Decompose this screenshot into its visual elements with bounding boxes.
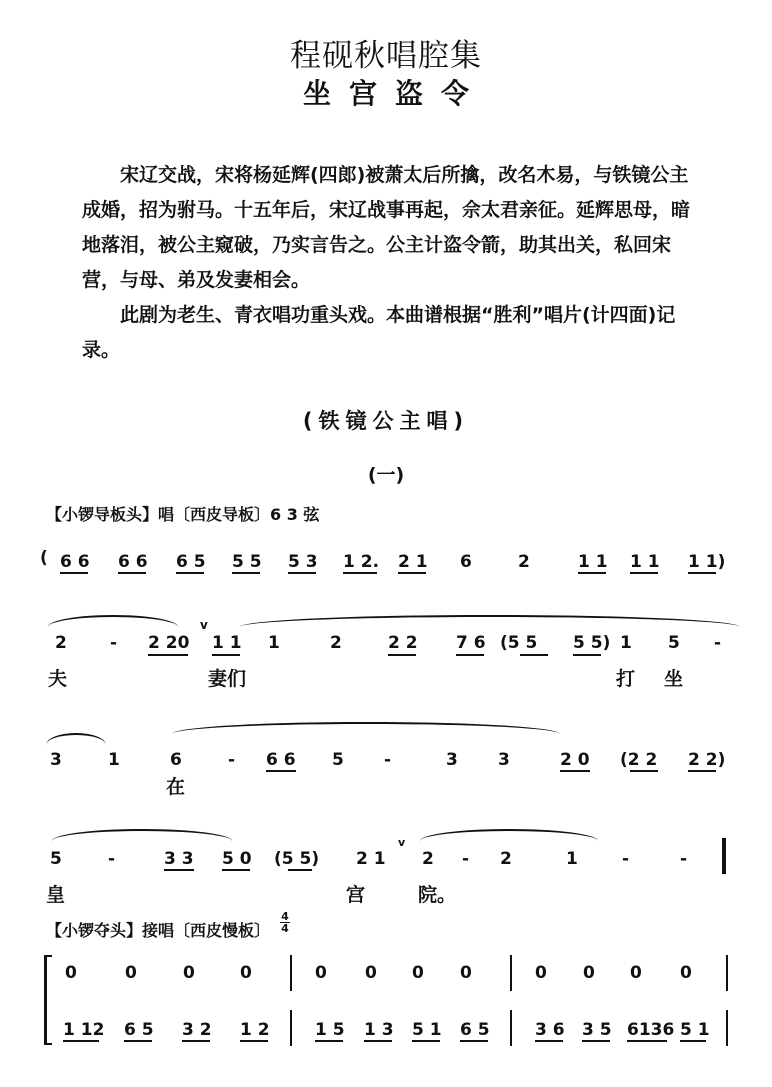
note: 2 bbox=[330, 633, 342, 653]
note: ( bbox=[40, 548, 48, 568]
note: (5 5) bbox=[274, 849, 320, 869]
line5-label: 【小锣夺头】接唱〔西皮慢板〕 bbox=[46, 921, 271, 940]
note: 2 2 bbox=[388, 633, 418, 653]
note: 5 bbox=[50, 849, 62, 869]
note: 1 1 bbox=[630, 552, 660, 572]
note: 2 0 bbox=[560, 750, 590, 770]
line1-label: 【小锣导板头】唱〔西皮导板〕6 3 弦 bbox=[46, 505, 320, 524]
note: - bbox=[384, 750, 392, 770]
note: 6 6 bbox=[118, 552, 148, 572]
system-bracket bbox=[44, 955, 47, 1045]
breath-mark: v bbox=[200, 618, 208, 632]
note: - bbox=[228, 750, 236, 770]
synopsis-paragraph-2: 此剧为老生、青衣唱功重头戏。本曲谱根据“胜利”唱片(计四面)记录。 bbox=[82, 304, 676, 361]
book-title: 程砚秋唱腔集 bbox=[290, 38, 482, 74]
note: 3 bbox=[446, 750, 458, 770]
note: 6 6 bbox=[266, 750, 296, 770]
note: 6 6 bbox=[60, 552, 90, 572]
note: 2 1 bbox=[398, 552, 428, 572]
note: 3 bbox=[50, 750, 62, 770]
note: 5 3 bbox=[288, 552, 318, 572]
note: 2 bbox=[500, 849, 512, 869]
note: 5 bbox=[668, 633, 680, 653]
lyric: 院。 bbox=[418, 884, 457, 906]
note: 5 0 bbox=[222, 849, 252, 869]
lyric: 坐 bbox=[664, 668, 684, 690]
note: 3 bbox=[498, 750, 510, 770]
note: 2 bbox=[518, 552, 530, 572]
note: 3 3 bbox=[164, 849, 194, 869]
note: 1 bbox=[268, 633, 280, 653]
note: 6 5 bbox=[176, 552, 206, 572]
note: 1 1 bbox=[212, 633, 242, 653]
note: - bbox=[622, 849, 630, 869]
lyric: 妻们 bbox=[208, 668, 247, 690]
note: 2 1 bbox=[356, 849, 386, 869]
note: 1 1) bbox=[688, 552, 726, 572]
note: - bbox=[462, 849, 470, 869]
lyric: 宫 bbox=[346, 884, 366, 906]
lyric: 打 bbox=[616, 668, 636, 690]
breath-mark: v bbox=[398, 836, 406, 849]
synopsis bbox=[82, 158, 702, 368]
note: 1 bbox=[566, 849, 578, 869]
singer-heading: (铁镜公主唱) bbox=[302, 409, 470, 433]
note: - bbox=[680, 849, 688, 869]
note: (2 2 bbox=[620, 750, 658, 770]
piece-title: 坐宫盗令 bbox=[302, 77, 487, 110]
note: 6 bbox=[170, 750, 182, 770]
note: 7 6 bbox=[456, 633, 486, 653]
final-barline bbox=[722, 838, 726, 874]
note: 5 bbox=[332, 750, 344, 770]
note: 1 bbox=[620, 633, 632, 653]
note: 1 2. bbox=[343, 552, 380, 572]
note: (5 5 bbox=[500, 633, 538, 653]
note: - bbox=[714, 633, 722, 653]
lyric: 皇 bbox=[46, 884, 66, 906]
time-signature: 4 4 bbox=[281, 910, 289, 935]
note: 2 bbox=[422, 849, 434, 869]
note: 2 bbox=[55, 633, 67, 653]
note: 1 1 bbox=[578, 552, 608, 572]
note: - bbox=[110, 633, 118, 653]
lyric: 夫 bbox=[48, 668, 68, 690]
section-number: (一) bbox=[367, 464, 405, 486]
synopsis-paragraph-1: 宋辽交战，宋将杨延辉(四郎)被萧太后所擒，改名木易，与铁镜公主成婚，招为驸马。十五年后，宋辽战事再起，佘太君亲征。延辉思母，暗地落泪，被公主窥破，乃实言告之。公主计盗令箭，助其出关，私回宋营，与母、弟及发妻相会。 bbox=[82, 164, 691, 291]
note: 1 bbox=[108, 750, 120, 770]
note: 6 bbox=[460, 552, 472, 572]
lyric: 在 bbox=[166, 776, 186, 798]
note: - bbox=[108, 849, 116, 869]
note: 5 5 bbox=[232, 552, 262, 572]
note: 2 20 bbox=[148, 633, 190, 653]
note: 5 5) bbox=[573, 633, 611, 653]
note: 2 2) bbox=[688, 750, 726, 770]
